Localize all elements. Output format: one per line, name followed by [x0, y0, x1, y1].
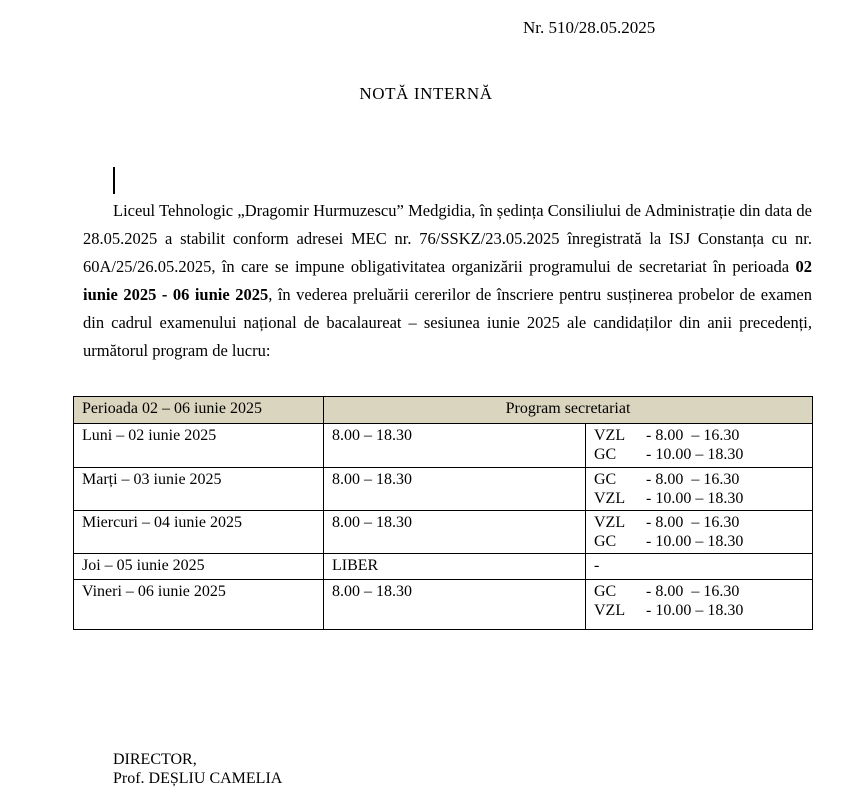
paragraph-text-after: , în vederea preluării cererilor de înscriere pentru susținerea probelor de examen din cadrul examenului național de bacalaureat – sesiunea iunie 2025 ale candidaților din anii precedenți, următorul program de lucru: — [83, 285, 812, 360]
hours-cell: 8.00 – 18.30 — [324, 580, 586, 630]
staff-line — [594, 489, 804, 508]
staff-line — [594, 513, 804, 532]
staff-line — [594, 445, 804, 464]
staff-cell — [586, 468, 813, 511]
hours-cell: 8.00 – 18.30 — [324, 511, 586, 554]
table-row — [74, 580, 813, 630]
staff-line — [594, 470, 804, 489]
staff-label: GC — [594, 583, 617, 600]
staff-time: - 8.00 – 16.30 — [646, 471, 740, 488]
staff-time: - 10.00 – 18.30 — [646, 446, 744, 463]
table-row — [74, 554, 813, 580]
body-paragraph — [83, 197, 812, 365]
staff-cell — [586, 511, 813, 554]
paragraph-bold-period: 02 iunie 2025 - 06 iunie 2025 — [83, 257, 812, 304]
signature-name: Prof. DEȘLIU CAMELIA — [113, 770, 283, 787]
staff-time: - 8.00 – 16.30 — [646, 427, 740, 444]
staff-time: - 8.00 – 16.30 — [646, 514, 740, 531]
day-cell: Luni – 02 iunie 2025 — [74, 424, 324, 468]
paragraph-text-before: Liceul Tehnologic „Dragomir Hurmuzescu” Medgidia, în ședința Consiliului de Administrație din data de 28.05.2025 a stabilit conform adresei MEC nr. 76/SSKZ/23.05.2025 înregistrată la ISJ Constanța cu nr. 60A/25/26.05.2025, în care se impune obligativitatea organizării programului de secretariat în perioada — [83, 201, 812, 276]
staff-line — [594, 532, 804, 551]
table-row — [74, 424, 813, 468]
day-cell: Vineri – 06 iunie 2025 — [74, 580, 324, 630]
staff-cell — [586, 424, 813, 468]
table-row — [74, 511, 813, 554]
day-cell: Miercuri – 04 iunie 2025 — [74, 511, 324, 554]
signature-role: DIRECTOR, — [113, 751, 197, 768]
staff-label: GC — [594, 471, 617, 488]
staff-time: - 8.00 – 16.30 — [646, 583, 740, 600]
hours-cell: 8.00 – 18.30 — [324, 468, 586, 511]
day-cell: Marți – 03 iunie 2025 — [74, 468, 324, 511]
staff-time: - 10.00 – 18.30 — [646, 533, 744, 550]
staff-cell — [586, 580, 813, 630]
staff-label: VZL — [594, 602, 626, 619]
staff-label: VZL — [594, 427, 626, 444]
header-cell-period: Perioada 02 – 06 iunie 2025 — [74, 397, 324, 424]
staff-line — [594, 601, 804, 620]
hours-cell: LIBER — [324, 554, 586, 580]
signature-block — [113, 750, 282, 788]
reference-number: Nr. 510/28.05.2025 — [523, 18, 656, 37]
staff-label: GC — [594, 533, 617, 550]
table-header-row — [74, 397, 813, 424]
page-title: NOTĂ INTERNĂ — [359, 84, 493, 103]
staff-line — [594, 426, 804, 445]
schedule-table — [73, 396, 813, 630]
staff-line — [594, 582, 804, 601]
table-row — [74, 468, 813, 511]
staff-label: GC — [594, 446, 617, 463]
staff-label: VZL — [594, 490, 626, 507]
staff-time: - 10.00 – 18.30 — [646, 490, 744, 507]
schedule-table-container — [73, 396, 813, 630]
day-cell: Joi – 05 iunie 2025 — [74, 554, 324, 580]
hours-cell: 8.00 – 18.30 — [324, 424, 586, 468]
staff-cell-empty: - — [586, 554, 813, 580]
text-cursor — [113, 167, 115, 194]
staff-time: - 10.00 – 18.30 — [646, 602, 744, 619]
staff-label: VZL — [594, 514, 626, 531]
header-cell-program: Program secretariat — [324, 397, 813, 424]
